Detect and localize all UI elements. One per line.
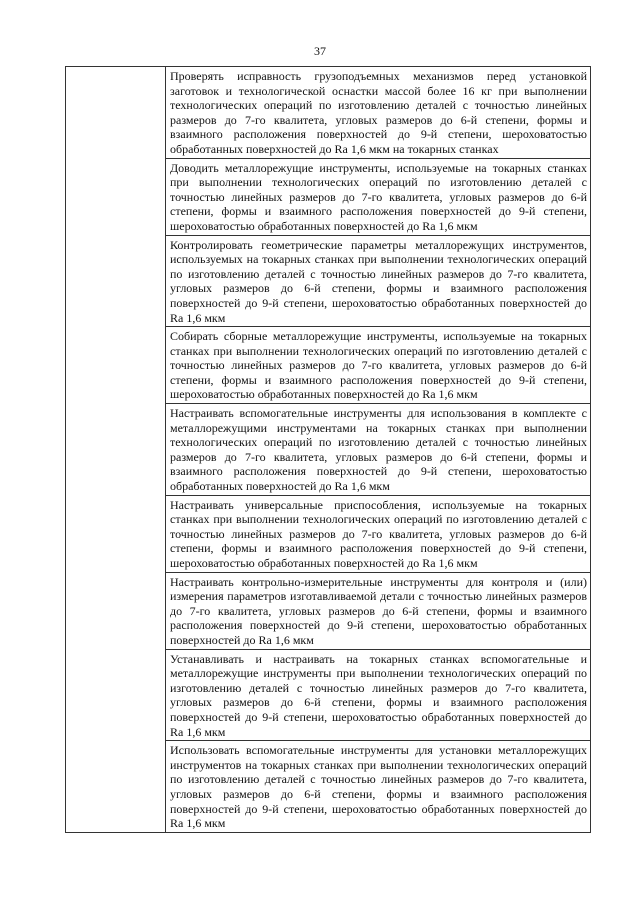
skill-text: Проверять исправность грузоподъемных механизмов перед установкой заготовок и технологической оснастки массой более 16 кг при выполнении технологических операций по изготовлению деталей с точностью линейных размеров до 7-го квалитета, угловых размеров до 6-й степени, формы и взаимного расположения поверхностей до 9-й степени, шероховатостью обработанных поверхностей до Ra 1,6 мкм на токарных станках — [170, 69, 587, 156]
skill-cell — [166, 649, 591, 741]
skill-text: Использовать вспомогательные инструменты для установки металлорежущих инструментов на токарных станках при выполнении технологических операций по изготовлению деталей с точностью линейных размеров до 7-го квалитета, угловых размеров до 6-й степени, формы и взаимного расположения поверхностей до 9-й степени, шероховатостью обработанных поверхностей до Ra 1,6 мкм — [170, 743, 587, 831]
table-row — [66, 67, 591, 159]
skill-cell — [166, 327, 591, 404]
skill-cell — [166, 235, 591, 327]
skill-text: Доводить металлорежущие инструменты, используемые на токарных станках при выполнении технологических операций по изготовлению деталей с точностью линейных размеров до 7-го квалитета, угловых размеров до 6-й степени, формы и взаимного расположения поверхностей до 9-й степени, шероховатостью обработанных поверхностей до Ra 1,6 мкм — [170, 160, 587, 233]
skill-cell — [166, 67, 591, 159]
skill-text: Настраивать вспомогательные инструменты для использования в комплекте с металлорежущими инструментами на токарных станках при выполнении технологических операций по изготовлению деталей с точностью линейных размеров до 7-го квалитета, угловых размеров до 6-й степени, формы и взаимного расположения поверхностей до 9-й степени, шероховатостью обработанных поверхностей до Ra 1,6 мкм — [170, 406, 587, 494]
skill-text: Настраивать универсальные приспособления, используемые на токарных станках при выполнении технологических операций по изготовлению деталей с точностью линейных размеров до 7-го квалитета, угловых размеров до 6-й степени, формы и взаимного расположения поверхностей до 9-й степени, шероховатостью обработанных поверхностей до Ra 1,6 мкм — [170, 497, 587, 570]
skill-text: Настраивать контрольно-измерительные инструменты для контроля и (или) измерения параметров изготавливаемой детали с точностью линейных размеров до 7-го квалитета, угловых размеров до 6-й степени, формы и взаимного расположения поверхностей до 9-й степени, шероховатостью обработанных поверхностей до Ra 1,6 мкм — [170, 574, 587, 647]
skill-cell — [166, 572, 591, 649]
skill-text: Собирать сборные металлорежущие инструменты, используемые на токарных станках при выполнении технологических операций по изготовлению деталей с точностью линейных размеров до 7-го квалитета, угловых размеров до 6-й степени, формы и взаимного расположения поверхностей до 9-й степени, шероховатостью обработанных поверхностей до Ra 1,6 мкм — [170, 329, 587, 402]
skill-cell — [166, 158, 591, 235]
skills-table — [65, 66, 591, 833]
page-number: 37 — [314, 44, 326, 58]
skill-text: Устанавливать и настраивать на токарных станках вспомогательные и металлорежущие инструменты при выполнении технологических операций по изготовлению деталей с точностью линейных размеров до 7-го квалитета, угловых размеров до 6-й степени, формы и взаимного расположения поверхностей до 9-й степени, шероховатостью обработанных поверхностей до Ra 1,6 мкм — [170, 651, 587, 739]
skill-cell — [166, 741, 591, 833]
skill-cell — [166, 495, 591, 572]
skill-cell — [166, 404, 591, 496]
label-cell — [66, 67, 166, 833]
skill-text: Контролировать геометрические параметры металлорежущих инструментов, используемых на токарных станках при выполнении технологических операций по изготовлению деталей с точностью линейных размеров до 7-го квалитета, угловых размеров до 6-й степени, формы и взаимного расположения поверхностей до 9-й степени, шероховатостью обработанных поверхностей до Ra 1,6 мкм — [170, 237, 587, 325]
